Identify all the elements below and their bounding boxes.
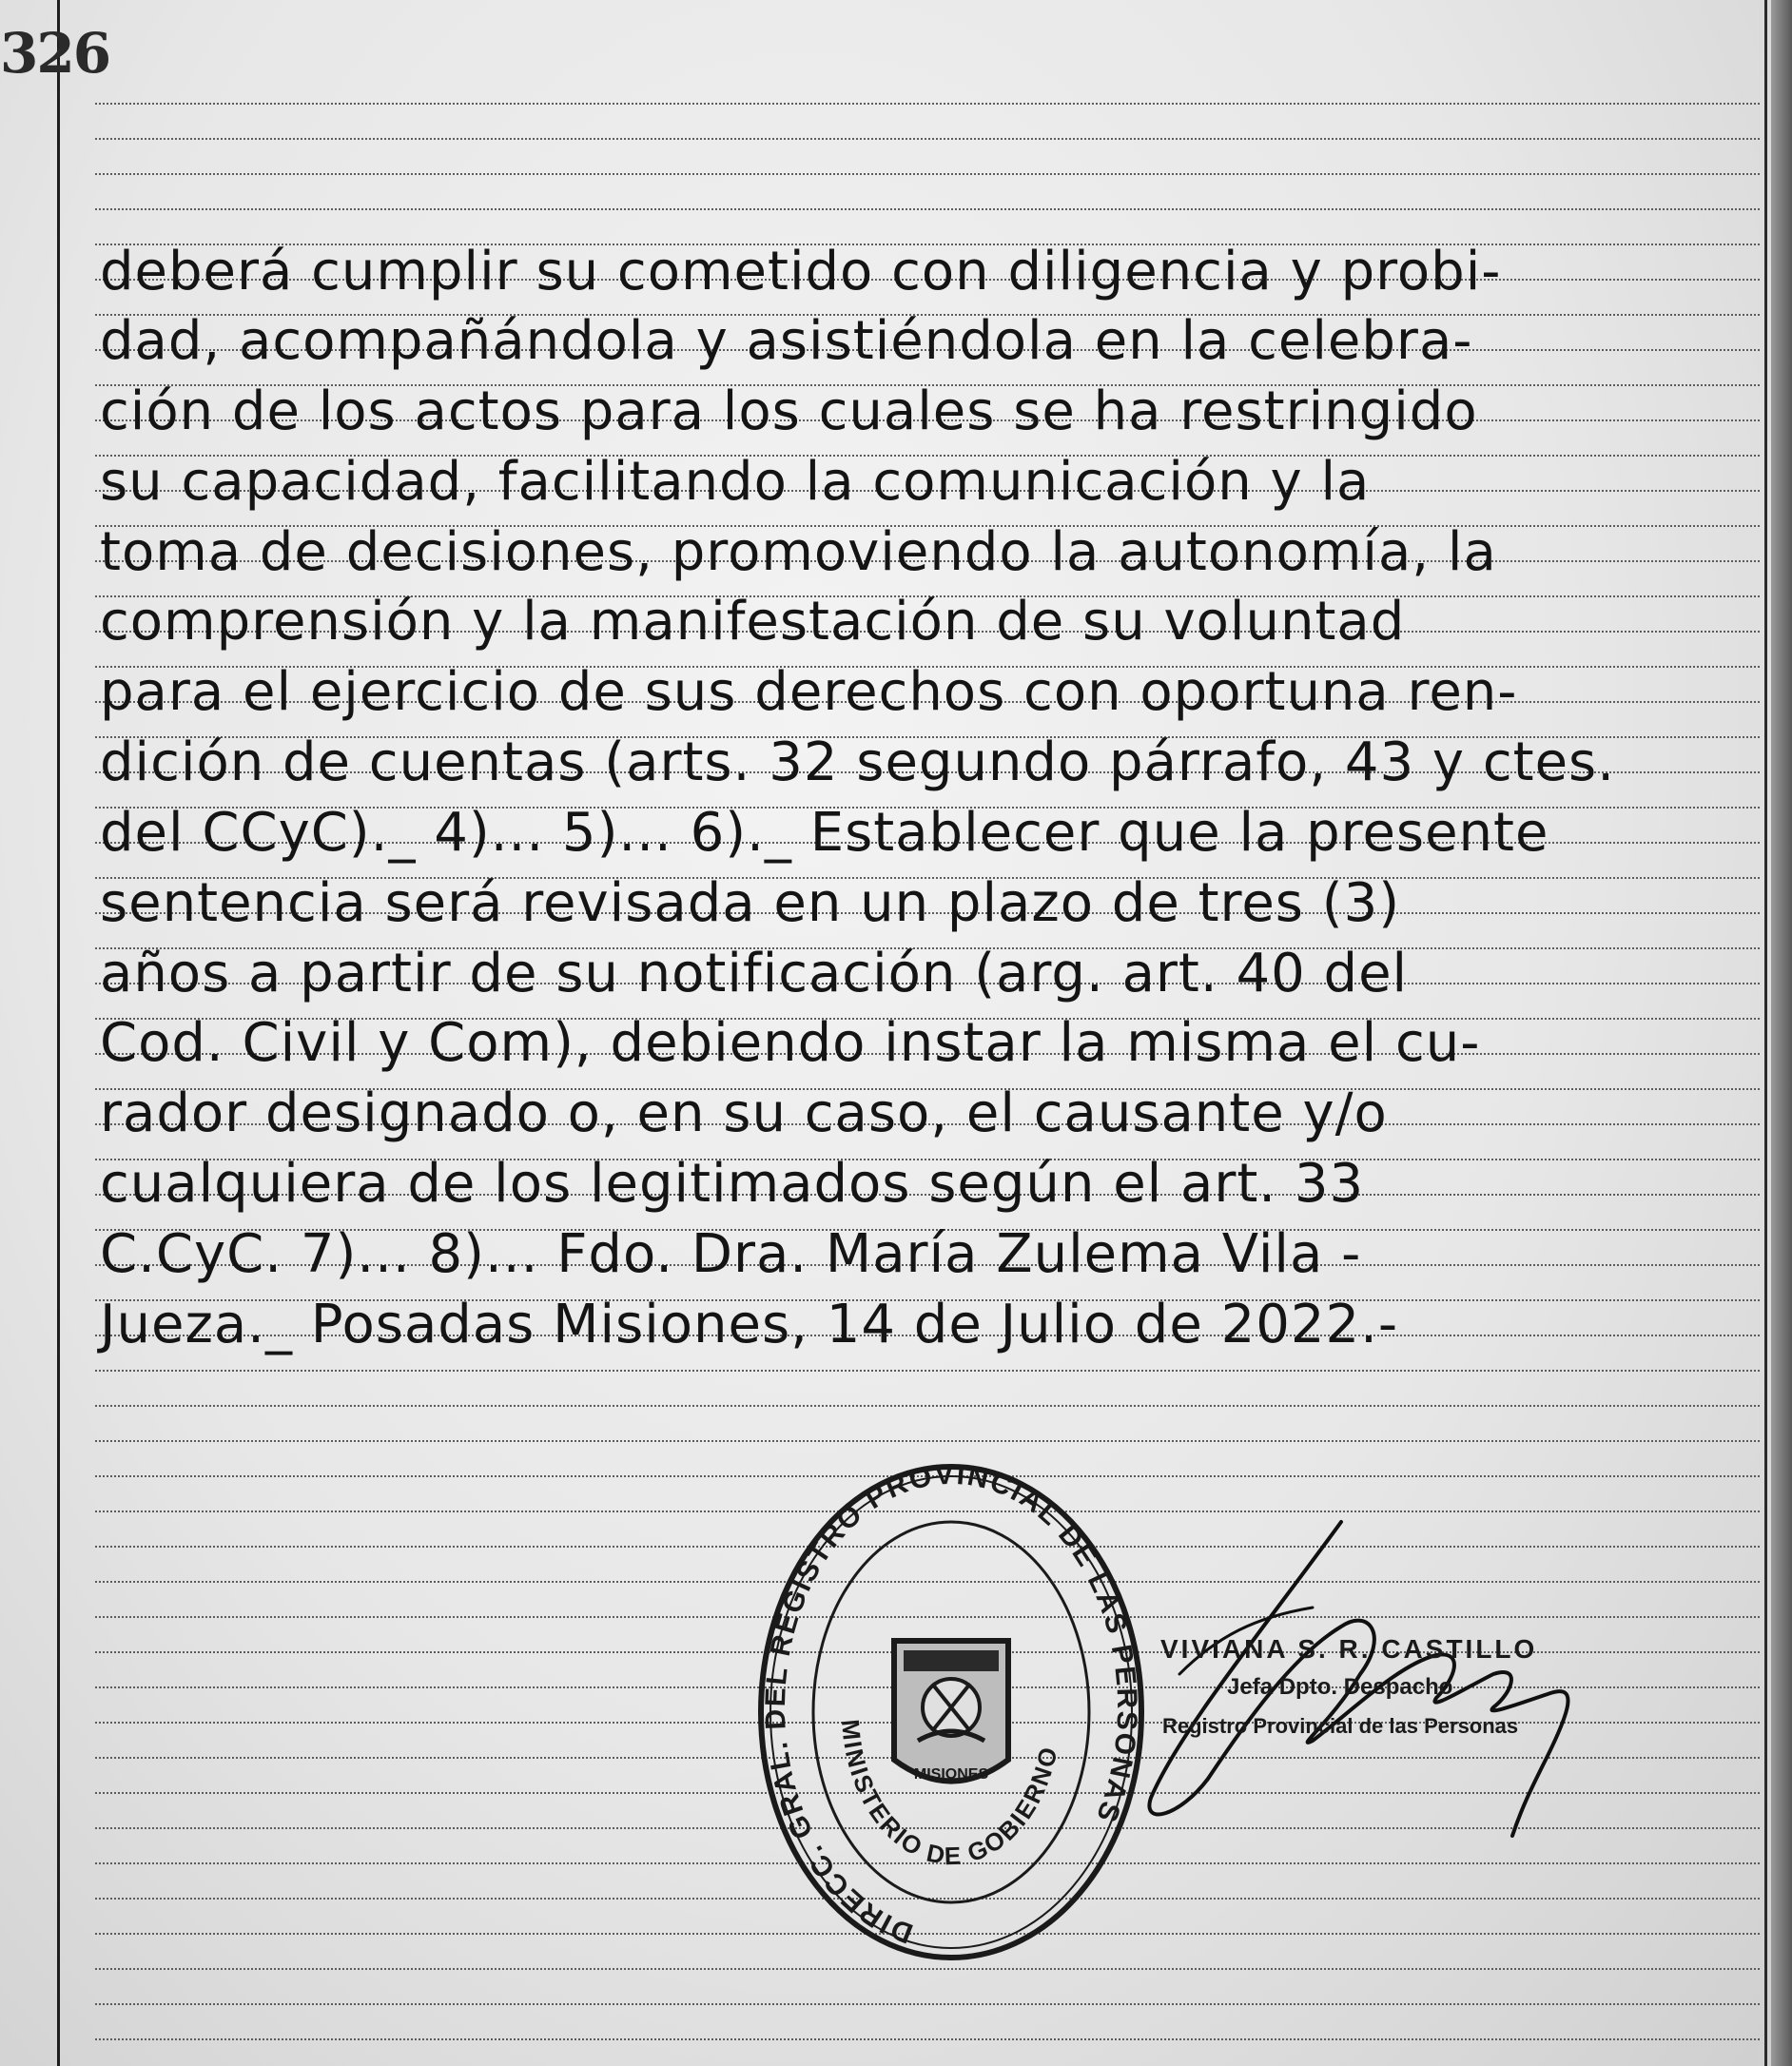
- ruled-line: [95, 208, 1760, 210]
- text-line-14: cualquiera de los legitimados según el art. 33: [100, 1153, 1365, 1215]
- text-line-8: dición de cuentas (arts. 32 segundo párrafo, 43 y ctes.: [100, 731, 1616, 793]
- text-line-16: Jueza._ Posadas Misiones, 14 de Julio de 2022.-: [100, 1294, 1399, 1355]
- page-edge-shadow: [1771, 0, 1792, 2066]
- text-line-11: años a partir de su notificación (arg. art. 40 del: [100, 943, 1409, 1004]
- text-line-6: comprensión y la manifestación de su voluntad: [100, 591, 1406, 653]
- text-line-10: sentencia será revisada en un plazo de tres (3): [100, 872, 1401, 934]
- text-line-1: deberá cumplir su cometido con diligencia y probi-: [100, 241, 1502, 302]
- ruled-line: [95, 173, 1760, 175]
- signatory-name: VIVIANA S. R. CASTILLO: [1160, 1634, 1538, 1664]
- ruled-line: [95, 1405, 1760, 1407]
- ruled-line: [95, 2003, 1760, 2005]
- ruled-line: [95, 138, 1760, 140]
- text-line-7: para el ejercicio de sus derechos con oportuna ren-: [100, 661, 1518, 723]
- official-seal-stamp: [751, 1455, 1151, 1969]
- text-line-9: del CCyC)._ 4)... 5)... 6)._ Establecer que la presente: [100, 802, 1549, 864]
- page-number: 326: [0, 21, 110, 86]
- left-margin-rule: [57, 0, 60, 2066]
- right-margin-rule: [1764, 0, 1767, 2066]
- seal-inner-text: MINISTERIO DE GOBIERNO: [835, 1718, 1063, 1871]
- ruled-line: [95, 103, 1760, 105]
- text-line-4: su capacidad, facilitando la comunicación y la: [100, 451, 1371, 513]
- text-line-3: ción de los actos para los cuales se ha restringido: [100, 380, 1478, 442]
- text-line-2: dad, acompañándola y asistiéndola en la celebra-: [100, 310, 1473, 372]
- provincial-emblem-icon: [894, 1641, 1008, 1783]
- text-line-12: Cod. Civil y Com), debiendo instar la misma el cu-: [100, 1012, 1481, 1074]
- ruled-line: [95, 1370, 1760, 1372]
- ruled-line: [95, 1440, 1760, 1442]
- emblem-label: MISIONES: [913, 1766, 989, 1783]
- text-line-5: toma de decisiones, promoviendo la autonomía, la: [100, 521, 1497, 583]
- ruled-line: [95, 2038, 1760, 2040]
- seal-outer-text: DIRECC. GRAL. DEL REGISTRO PROVINCIAL DE LAS PERSONAS: [759, 1458, 1143, 1949]
- signatory-title: Jefa Dpto. Despacho: [1227, 1674, 1453, 1700]
- signatory-organization: Registro Provincial de las Personas: [1162, 1714, 1519, 1738]
- text-line-13: rador designado o, en su caso, el causante y/o: [100, 1082, 1388, 1144]
- text-line-15: C.CyC. 7)... 8)... Fdo. Dra. María Zulema Vila -: [100, 1223, 1362, 1285]
